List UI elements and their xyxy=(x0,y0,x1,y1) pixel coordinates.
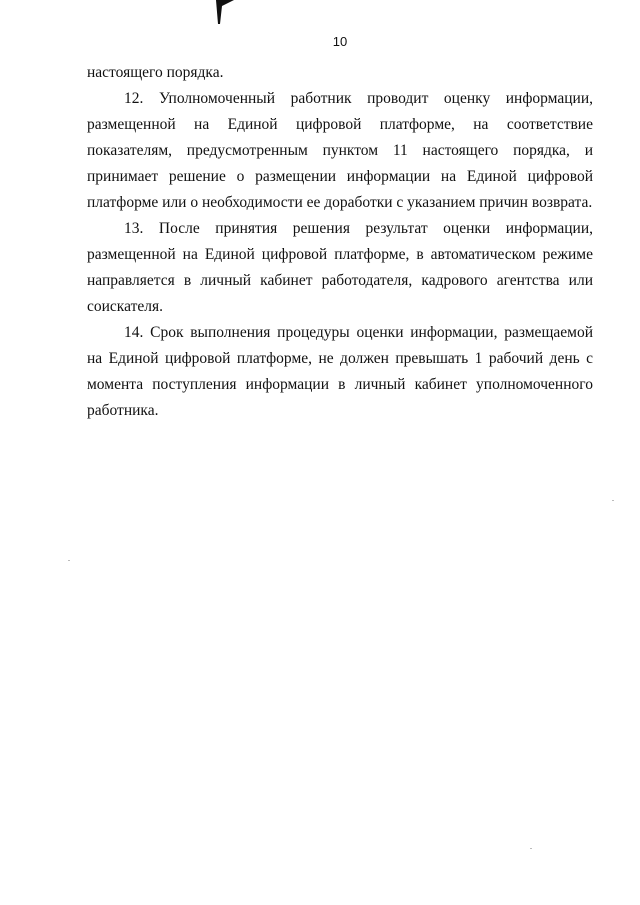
paragraph-14: 14. Срок выполнения процедуры оценки информации, размещаемой на Единой цифровой платформе, не должен превышать 1 рабочий день с момента поступления информации в личный кабинет уполномоченного работника. xyxy=(87,324,593,419)
scan-speck xyxy=(612,500,614,501)
paragraph-continuation: настоящего порядка. xyxy=(87,64,224,81)
document-body xyxy=(87,60,593,424)
scan-speck xyxy=(530,848,532,849)
paragraph-13: 13. После принятия решения результат оценки информации, размещенной на Единой цифровой платформе, в автоматическом режиме направляется в личный кабинет работодателя, кадрового агентства или соискателя. xyxy=(87,220,593,315)
paragraph-12: 12. Уполномоченный работник проводит оценку информации, размещенной на Единой цифровой платформе, на соответствие показателям, предусмотренным пунктом 11 настоящего порядка, и принимает решение о размещении информации на Единой цифровой платформе или о необходимости ее доработки с указанием причин возврата. xyxy=(87,90,593,211)
page-number: 10 xyxy=(332,34,348,49)
scan-mark-icon xyxy=(214,0,236,24)
scan-speck xyxy=(68,560,70,561)
